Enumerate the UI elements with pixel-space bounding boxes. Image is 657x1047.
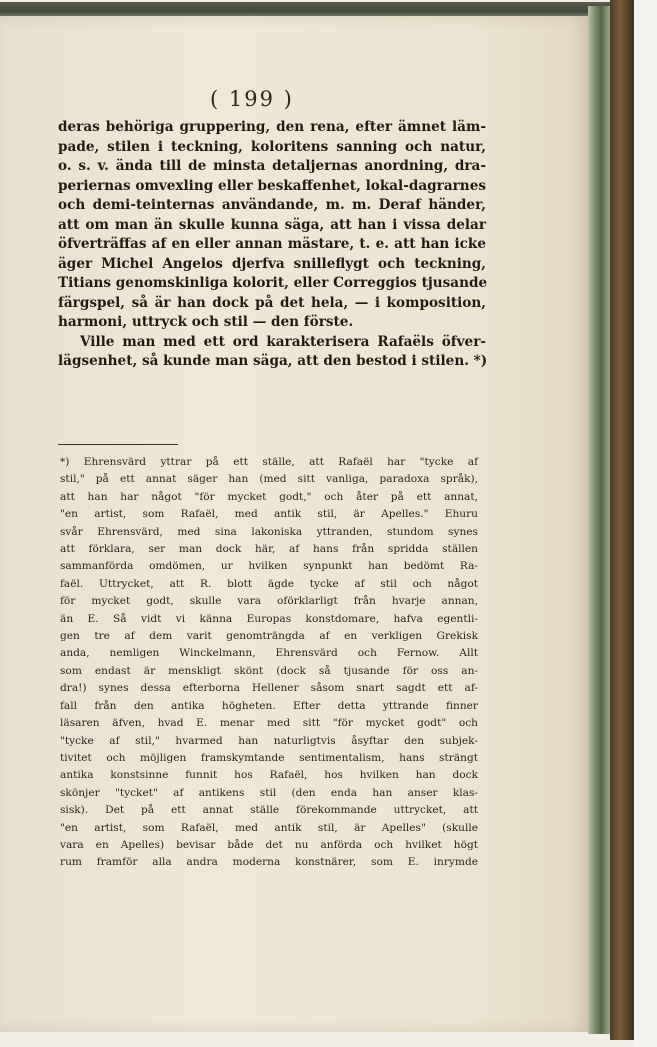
footnote-line: sammanförda omdömen, ur hvilken synpunkt han bedömt Ra- [60, 560, 478, 573]
footnote-line: läsaren äfven, hvad E. menar med sitt "för mycket godt" och [60, 717, 478, 730]
body-line: pade, stilen i teckning, koloritens sanning och natur, [58, 138, 486, 155]
footnote-line: dra!) synes dessa efterborna Hellener såsom snart sagdt ett af- [60, 682, 478, 695]
footnote-line: tivitet och möjligen framskymtande sentimentalism, hans strängt [60, 751, 478, 764]
footnote-text [60, 454, 478, 872]
body-line: att om man än skulle kunna säga, att han i vissa delar [58, 216, 486, 233]
body-line: Titians genomskinliga kolorit, eller Correggios tjusande [58, 275, 488, 291]
footnote-line: rum framför alla andra moderna konstnärer, som E. inrymde [60, 856, 478, 869]
footnote-line: som endast är menskligt skönt (dock så tjusande för oss an- [60, 664, 478, 677]
footnote-line: faël. Uttrycket, att R. blott ägde tycke af stil och något [60, 577, 478, 590]
footnote-line: *) Ehrensvärd yttrar på ett ställe, att Rafaël har "tycke af [60, 456, 478, 468]
footnote-line: att förklara, ser man dock här, af hans från spridda ställen [60, 543, 478, 556]
footnote-line: att han har något "för mycket godt," och åter på ett annat, [60, 490, 478, 503]
body-line: o. s. v. ända till de minsta detaljernas anordning, dra- [58, 158, 486, 174]
footnote-line: "en artist, som Rafaël, med antik stil, är Apelles." Ehuru [60, 508, 478, 521]
body-line: äger Michel Angelos djerfva snilleflygt och teckning, [58, 255, 486, 272]
margin-strip [634, 0, 657, 1047]
footnote-line: än E. Så vidt vi känna Europas konstdomare, hafva egentli- [60, 612, 478, 625]
footnote-line: stil," på ett annat säger han (med sitt vanliga, paradoxa språk), [60, 473, 478, 486]
footnote-line: anda, nemligen Winckelmann, Ehrensvärd och Fernow. Allt [60, 647, 478, 660]
footnote-line: fall från den antika högheten. Efter detta yttrande finner [60, 699, 478, 712]
footnote-line: skönjer "tycket" af antikens stil (den enda han anser klas- [60, 786, 478, 799]
book-spine-edge [588, 6, 610, 1034]
body-line: deras behöriga gruppering, den rena, efter ämnet läm- [58, 119, 486, 135]
footnote-rule [58, 444, 178, 445]
body-line: periernas omvexling eller beskaffenhet, lokal-dagrarnes [58, 177, 486, 194]
body-line: harmoni, uttryck och stil — den förste. [58, 314, 354, 330]
footnote-line: "en artist, som Rafaël, med antik stil, är Apelles" (skulle [60, 821, 478, 834]
footnote-line: sisk). Det på ett annat ställe förekommande uttrycket, att [60, 804, 478, 817]
footnote-line: svår Ehrensvärd, med sina lakoniska yttranden, stundom synes [60, 525, 478, 538]
body-line: färgspel, så är han dock på det hela, — i komposition, [58, 294, 486, 311]
body-line: och demi-teinternas användande, m. m. Deraf händer, [58, 197, 486, 213]
body-text [58, 118, 486, 372]
body-line: öfverträffas af en eller annan mästare, t. e. att han icke [58, 236, 486, 252]
footnote-line: vara en Apelles) bevisar både det nu anförda och hvilket högt [60, 838, 478, 851]
body-line: lägsenhet, så kunde man säga, att den bestod i stilen. *) [58, 353, 488, 369]
page-number: ( 199 ) [210, 87, 294, 111]
footnote-line: för mycket godt, skulle vara oförklarligt från hvarje annan, [60, 595, 478, 608]
body-line: Ville man med ett ord karakterisera Rafaëls öfver- [80, 333, 486, 350]
footnote-line: "tycke af stil," hvarmed han naturligtvis åsyftar den subjek- [60, 734, 478, 747]
footnote-line: antika konstsinne funnit hos Rafaël, hos hvilken han dock [60, 769, 478, 782]
footnote-line: gen tre af dem varit genomträngda af en verkligen Grekisk [60, 630, 478, 643]
book-cover-edge [610, 0, 634, 1040]
